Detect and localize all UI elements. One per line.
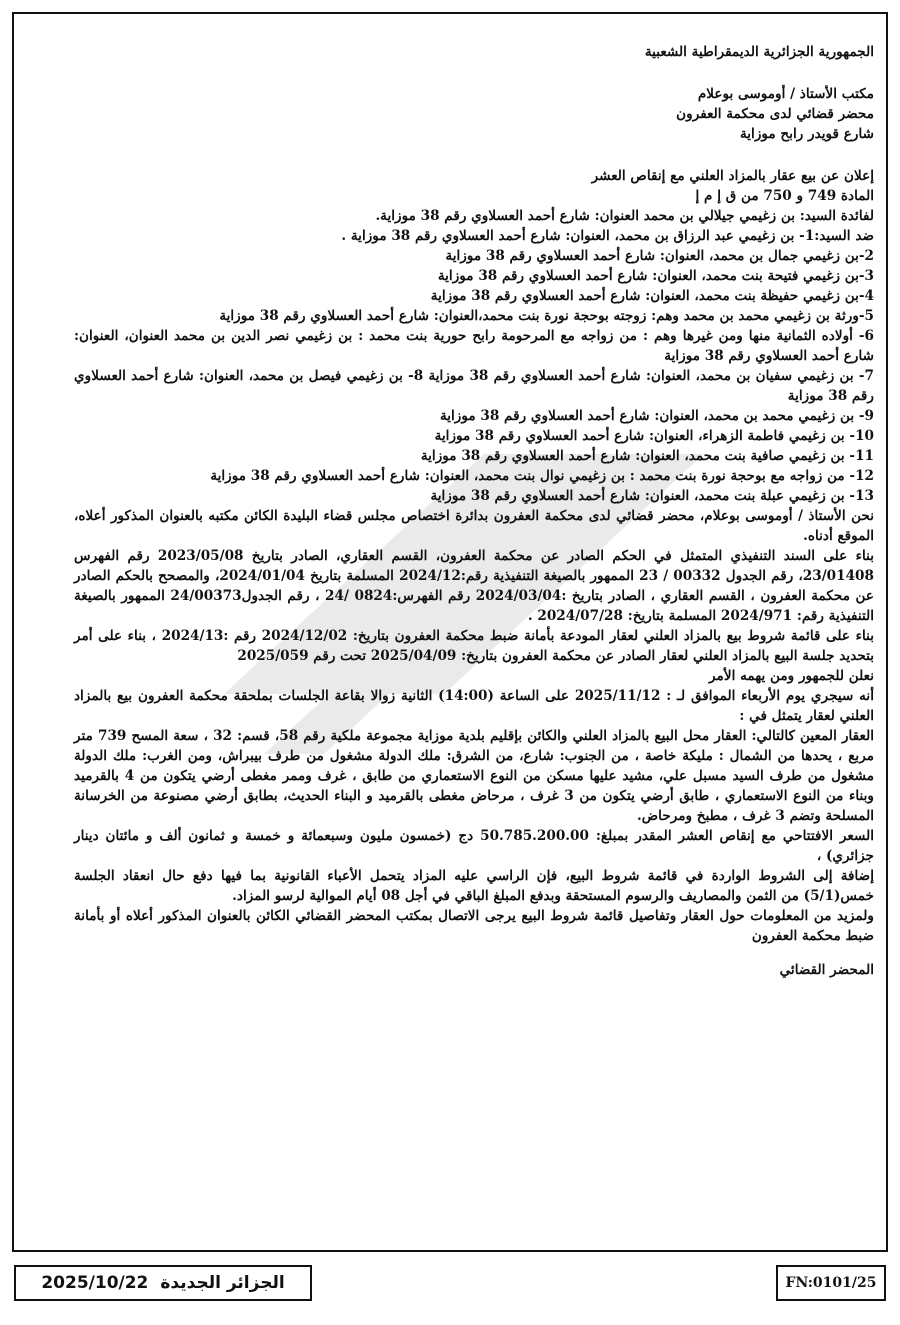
body-paragraph: إضافة إلى الشروط الواردة في قائمة شروط البيع، فإن الراسي عليه المزاد يتحمل الأعباء القانونية بما فيها دفع حال انعقاد الجلسة خمس(5/1) من الثمن والمصاريف والرسوم المستحقة وبدفع المبلغ الباقي في أجل 08 أيام الموالية لرسو المزاد. bbox=[74, 868, 874, 904]
defendant-item: 3-بن زغيمي فتيحة بنت محمد، العنوان: شارع أحمد العسلاوي رقم 38 موزاية bbox=[437, 268, 874, 284]
notice-content bbox=[74, 42, 874, 980]
defendant-item: 7- بن زغيمي سفيان بن محمد، العنوان: شارع أحمد العسلاوي رقم 38 موزاية 8- بن زغيمي فيصل بن محمد، العنوان: شارع أحمد العسلاوي رقم 38 موزاية bbox=[74, 368, 874, 404]
office-name: مكتب الأستاذ / أوموسى بوعلام bbox=[697, 86, 874, 102]
notice-frame bbox=[12, 12, 888, 1252]
opening-price: السعر الافتتاحي مع إنقاص العشر المقدر بمبلغ: 50.785.200.00 دج (خمسون مليون وسبعمائة و خمسة و ثمانون ألف و مائتان دينار جزائري) ، bbox=[74, 828, 874, 864]
defendant-item: 9- بن زغيمي محمد بن محمد، العنوان: شارع أحمد العسلاوي رقم 38 موزاية bbox=[439, 408, 874, 424]
defendant-item: 5-ورثة بن زغيمي محمد بن محمد وهم: زوجته بوحجة نورة بنت محمد،العنوان: شارع أحمد العسلاوي رقم 38 موزاية bbox=[219, 308, 874, 324]
body-paragraph: ولمزيد من المعلومات حول العقار وتفاصيل قائمة شروط البيع يرجى الاتصال بمكتب المحضر القضائي الكائن بالعنوان المذكور أعلاه أو بأمانة ضبط محكمة العفرون bbox=[74, 908, 874, 944]
defendant-item: 11- بن زغيمي صافية بنت محمد، العنوان: شارع أحمد العسلاوي رقم 38 موزاية bbox=[420, 448, 874, 464]
defendant-item: ضد السيد:1- بن زغيمي عبد الرزاق بن محمد، العنوان: شارع أحمد العسلاوي رقم 38 موزاية . bbox=[341, 228, 874, 244]
notice-title: إعلان عن بيع عقار بالمزاد العلني مع إنقاص العشر bbox=[591, 168, 874, 184]
body-paragraph: بناء على قائمة شروط بيع بالمزاد العلني لعقار المودعة بأمانة ضبط محكمة العفرون بتاريخ: 2024/12/02 رقم :2024/13 ، بناء على أمر بتحديد جلسة البيع بالمزاد العلني لعقار الصادر عن محكمة العفرون بتاريخ: 2025/04/09 تحت رقم 2025/059 bbox=[74, 628, 874, 664]
defendant-item: 13- بن زغيمي عبلة بنت محمد، العنوان: شارع أحمد العسلاوي رقم 38 موزاية bbox=[430, 488, 874, 504]
public-announcement: نعلن للجمهور ومن يهمه الأمر bbox=[709, 668, 874, 684]
legal-article: المادة 749 و 750 من ق إ م إ bbox=[695, 188, 874, 204]
defendant-item: 2-بن زغيمي جمال بن محمد، العنوان: شارع أحمد العسلاوي رقم 38 موزاية bbox=[445, 248, 874, 264]
publication-date: 2025/10/22 bbox=[41, 1273, 149, 1293]
defendant-item: 10- بن زغيمي فاطمة الزهراء، العنوان: شارع أحمد العسلاوي رقم 38 موزاية bbox=[434, 428, 874, 444]
body-paragraph: نحن الأستاذ / أوموسى بوعلام، محضر قضائي لدى محكمة العفرون بدائرة اختصاص مجلس قضاء البليدة الكائن مكتبه بالعنوان المذكور أعلاه، الموقع أدناه. bbox=[74, 508, 874, 544]
defendant-item: 12- من زواجه مع بوحجة نورة بنت محمد : بن زغيمي نوال بنت محمد، العنوان: شارع أحمد العسلاوي رقم 38 موزاية bbox=[210, 468, 874, 484]
republic-heading: الجمهورية الجزائرية الديمقراطية الشعبية bbox=[644, 44, 874, 60]
office-address: شارع قويدر رابح موزاية bbox=[739, 126, 874, 142]
file-number: FN:0101/25 bbox=[776, 1265, 886, 1301]
defendant-item: 6- أولاده الثمانية منها ومن غيرها وهم : من زواجه مع المرحومة رابح حورية بنت محمد : بن زغيمي نصر الدين بن محمد العنوان، العنوان: شارع أحمد العسلاوي رقم 38 موزاية bbox=[74, 328, 874, 364]
office-role: محضر قضائي لدى محكمة العفرون bbox=[676, 106, 874, 122]
body-paragraph: أنه سيجري يوم الأربعاء الموافق لـ : 2025/11/12 على الساعة (14:00) الثانية زوالا بقاعة الجلسات بملحقة محكمة العفرون بيع بالمزاد العلني لعقار يتمثل في : bbox=[74, 688, 874, 724]
defendant-item: 4-بن زغيمي حفيظة بنت محمد، العنوان: شارع أحمد العسلاوي رقم 38 موزاية bbox=[430, 288, 874, 304]
signature-label: المحضر القضائي bbox=[779, 962, 874, 978]
newspaper-name: الجزائر الجديدة bbox=[160, 1273, 285, 1293]
property-description: العقار المعين كالتالي: العقار محل البيع بالمزاد العلني والكائن بإقليم بلدية موزاية مجموعة ملكية رقم 58، قسم: 32 ، سعة المسح 739 متر مربع ، يحدها من الشمال : مليكة خاصة ، من الجنوب: شارع، من الشرق: ملك الدولة مشغول من طرف بيبراش، ومن الغرب: ملك الدولة مشغول من طرف السيد مسبل علي، مشيد عليها مسكن من النوع الاستعماري من طابق ، غرف وممر مغطى أرضي يتكون من 4 بالقرميد وبناء من النوع الاستعماري ، طابق أرضي يتكون من 3 غرف ، مرحاض مغطى بالقرميد و البناء الحديث، بطابق أرضي مصنوعة من الخرسانة المسلحة وتضم 3 غرف ، مطبخ ومرحاض. bbox=[74, 728, 875, 824]
newspaper-stamp bbox=[14, 1265, 312, 1301]
beneficiary-line: لفائدة السيد: بن زغيمي جيلالي بن محمد العنوان: شارع أحمد العسلاوي رقم 38 موزاية. bbox=[375, 208, 874, 224]
body-paragraph: بناء على السند التنفيذي المتمثل في الحكم الصادر عن محكمة العفرون، القسم العقاري، الصادر بتاريخ 2023/05/08 رقم الفهرس 23/01408، رقم الجدول 00332 / 23 الممهور بالصيغة التنفيذية رقم:2024/12 المسلمة بتاريخ 2024/01/04، والمصحح بالحكم الصادر عن محكمة العفرون ، القسم العقاري ، الصادر بتاريخ :2024/03/04 رقم الفهرس:0824 /24 ، رقم الجدول24/00373 الممهور بالصيغة التنفيذية رقم: 2024/971 المسلمة بتاريخ: 2024/07/28 . bbox=[74, 548, 874, 624]
